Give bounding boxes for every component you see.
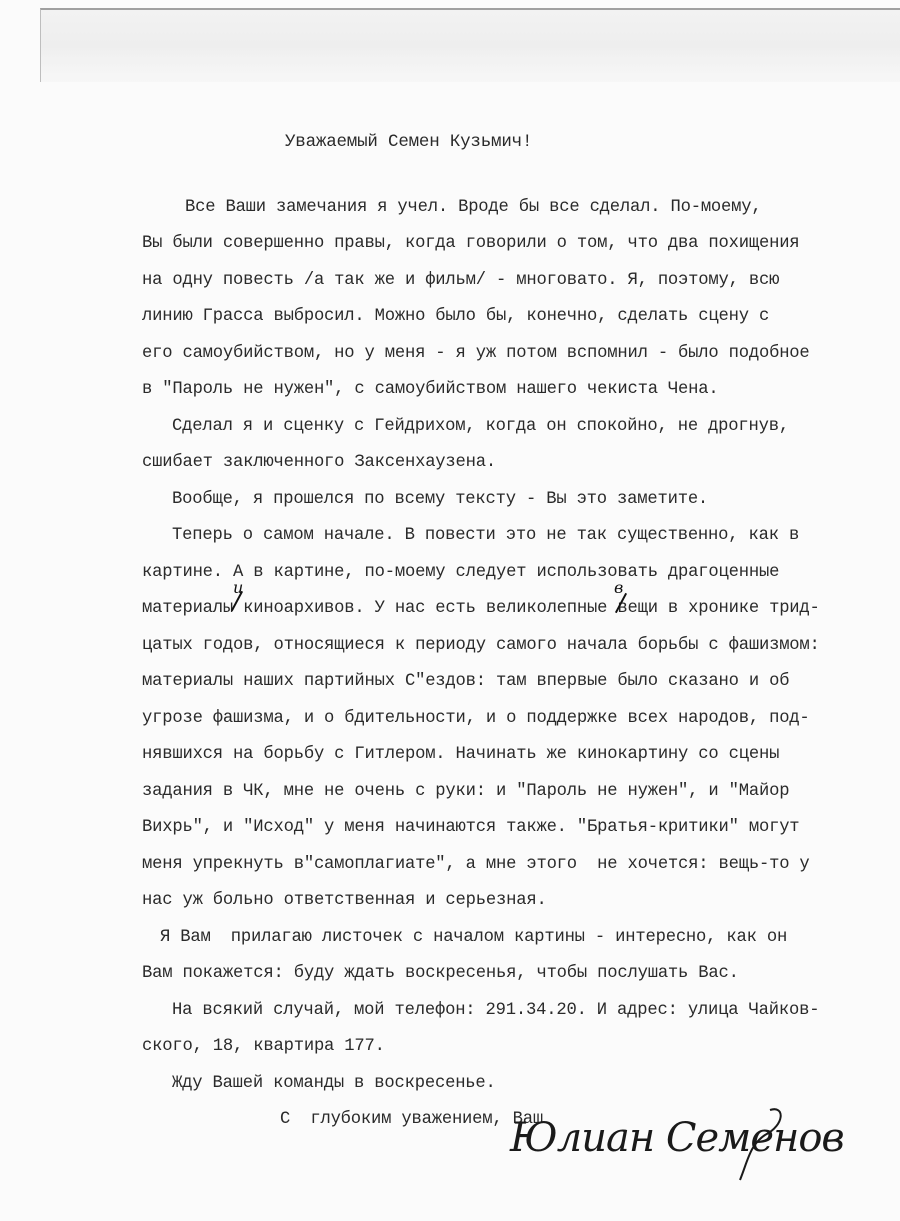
letter-line: его самоубийством, но у меня - я уж потом вспомнил - было подобное [142,344,810,363]
letter-line: нас уж больно ответственная и серьезная. [142,891,547,910]
letter-line: угрозе фашизма, и о бдительности, и о поддержке всех народов, под- [142,709,810,728]
letter-line: нявшихся на борьбу с Гитлером. Начинать же кинокартину со сцены [142,745,780,764]
letter-line: Я Вам прилагаю листочек с началом картины - интересно, как он [160,928,788,947]
letter-line: задания в ЧК, мне не очень с руки: и "Пароль не нужен", и "Майор [142,782,790,801]
letter-line: материалы киноархивов. У нас есть великолепные вещи в хронике трид- [142,599,820,618]
letter-line: Сделал я и сценку с Гейдрихом, когда он спокойно, не дрогнув, [172,417,789,436]
handwritten-correction: в [614,578,624,597]
letter-line: Вам покажется: буду ждать воскресенья, чтобы послушать Вас. [142,964,739,983]
signature-flourish [730,1105,790,1185]
letter-line: Жду Вашей команды в воскресенье. [172,1074,496,1093]
signature: Юлиан Семенов [510,1115,844,1161]
salutation: Уважаемый Семен Кузьмич! [285,132,533,152]
letter-line: материалы наших партийных С"ездов: там впервые было сказано и об [142,672,790,691]
letter-line: картине. А в картине, по-моему следует использовать драгоценные [142,563,780,582]
scan-shadow-edge [40,8,900,82]
letter-line: На всякий случай, мой телефон: 291.34.20. И адрес: улица Чайков- [172,1001,820,1020]
letter-line: в "Пароль не нужен", с самоубийством нашего чекиста Чена. [142,380,719,399]
letter-line: Вы были совершенно правы, когда говорили о том, что два похищения [142,234,800,253]
letter-line: ского, 18, квартира 177. [142,1037,385,1056]
letter-line: линию Грасса выбросил. Можно было бы, конечно, сделать сцену с [142,307,770,326]
letter-line: цатых годов, относящиеся к периоду самого начала борьбы с фашизмом: [142,636,820,655]
letter-line: на одну повесть /а так же и фильм/ - многовато. Я, поэтому, всю [142,271,780,290]
letter-line: сшибает заключенного Заксенхаузена. [142,453,496,472]
letter-line: Все Ваши замечания я учел. Вроде бы все сделал. По-моему, [185,198,762,217]
closing: С глубоким уважением, Ваш [280,1110,543,1129]
letter-line: Вихрь", и "Исход" у меня начинаются также. "Братья-критики" могут [142,818,800,837]
handwritten-correction: и [233,578,244,597]
letter-line: Теперь о самом начале. В повести это не так существенно, как в [172,526,800,545]
letter-line: меня упрекнуть в"самоплагиате", а мне этого не хочется: вещь-то у [142,855,810,874]
letter-line: Вообще, я прошелся по всему тексту - Вы это заметите. [172,490,709,509]
